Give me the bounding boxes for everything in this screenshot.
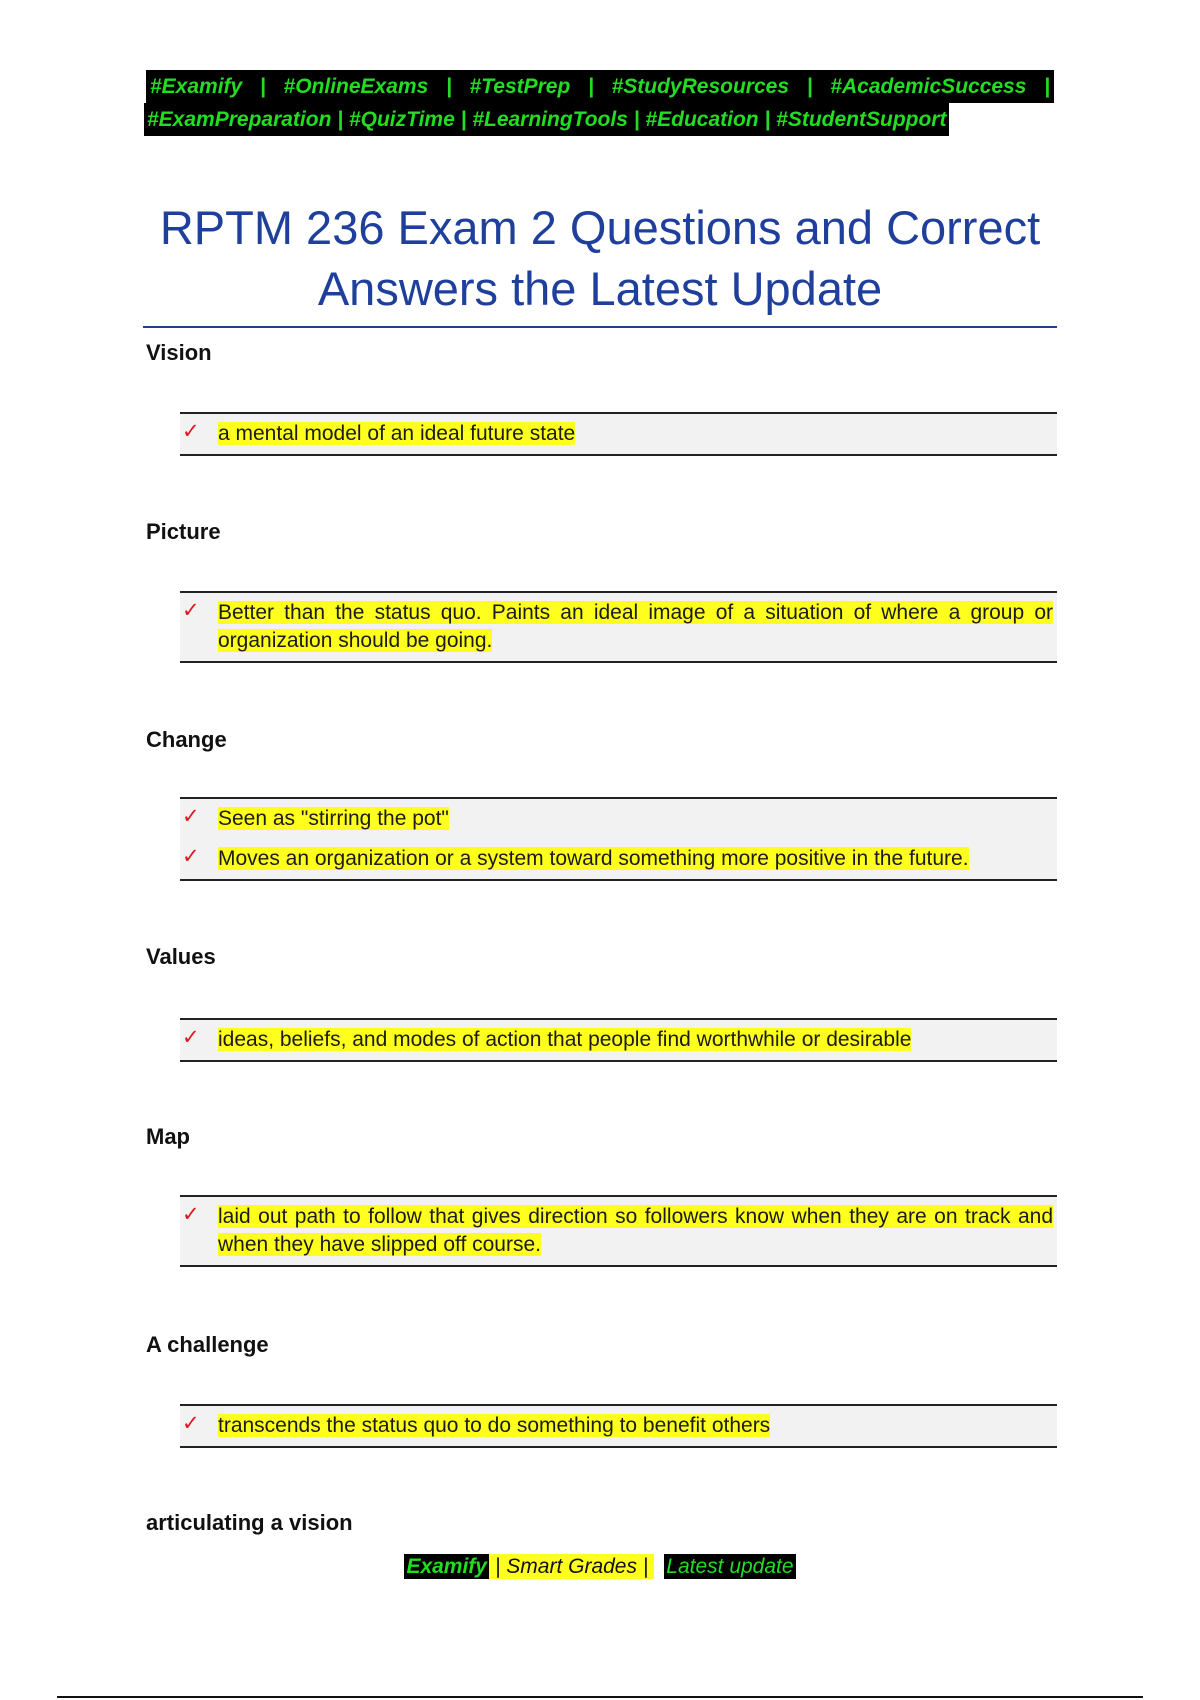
answer-box [180, 1195, 1057, 1267]
answer-box [180, 591, 1057, 663]
page-footer [0, 1553, 1200, 1581]
footer-latest-update: Latest update [666, 1555, 794, 1578]
checkmark-icon: ✓ [182, 845, 200, 868]
checkmark-icon: ✓ [182, 1026, 200, 1049]
question-heading: Change [146, 727, 227, 752]
question-heading: Map [146, 1124, 190, 1149]
answer-box [180, 797, 1057, 881]
answer-item [180, 599, 1057, 655]
footer-brand: Examify [406, 1555, 487, 1578]
answer-text: ideas, beliefs, and modes of action that people find worthwhile or desirable [218, 1028, 912, 1051]
answer-text: a mental model of an ideal future state [218, 422, 576, 445]
question-heading: Picture [146, 519, 221, 544]
answer-box [180, 412, 1057, 456]
answer-text: laid out path to follow that gives direction so followers know when they are on track and when they have slipped off course. [218, 1205, 1053, 1256]
answer-item [180, 1203, 1057, 1259]
document-title: RPTM 236 Exam 2 Questions and Correct Answers the Latest Update [159, 201, 1041, 315]
question-heading: articulating a vision [146, 1510, 353, 1535]
answer-text: Better than the status quo. Paints an ideal image of a situation of where a group or organization should be going. [218, 601, 1053, 652]
answer-item [180, 1412, 1057, 1440]
page-bottom-rule [57, 1696, 1143, 1698]
checkmark-icon: ✓ [182, 1203, 200, 1226]
question-heading: Values [146, 944, 216, 969]
hashtag-line-2-text: #ExamPreparation | #QuizTime | #LearningTools | #Education | #StudentSupport [144, 103, 949, 136]
checkmark-icon: ✓ [182, 805, 200, 828]
checkmark-icon: ✓ [182, 420, 200, 443]
question-heading: Vision [146, 340, 212, 365]
answer-text: transcends the status quo to do something to benefit others [218, 1414, 771, 1437]
question-heading: A challenge [146, 1332, 269, 1357]
answer-item [180, 805, 1057, 833]
answer-text: Moves an organization or a system toward something more positive in the future. [218, 847, 969, 870]
footer-smart-grades: | Smart Grades | [489, 1554, 654, 1579]
hashtag-line-1-text: #Examify | #OnlineExams | #TestPrep | #StudyResources | #AcademicSuccess | [146, 70, 1054, 103]
checkmark-icon: ✓ [182, 1412, 200, 1435]
answer-text: Seen as "stirring the pot" [218, 807, 449, 830]
answer-item [180, 420, 1057, 448]
answer-item [180, 1026, 1057, 1054]
answer-box [180, 1404, 1057, 1448]
answer-item [180, 845, 1057, 873]
answer-box [180, 1018, 1057, 1062]
checkmark-icon: ✓ [182, 599, 200, 622]
